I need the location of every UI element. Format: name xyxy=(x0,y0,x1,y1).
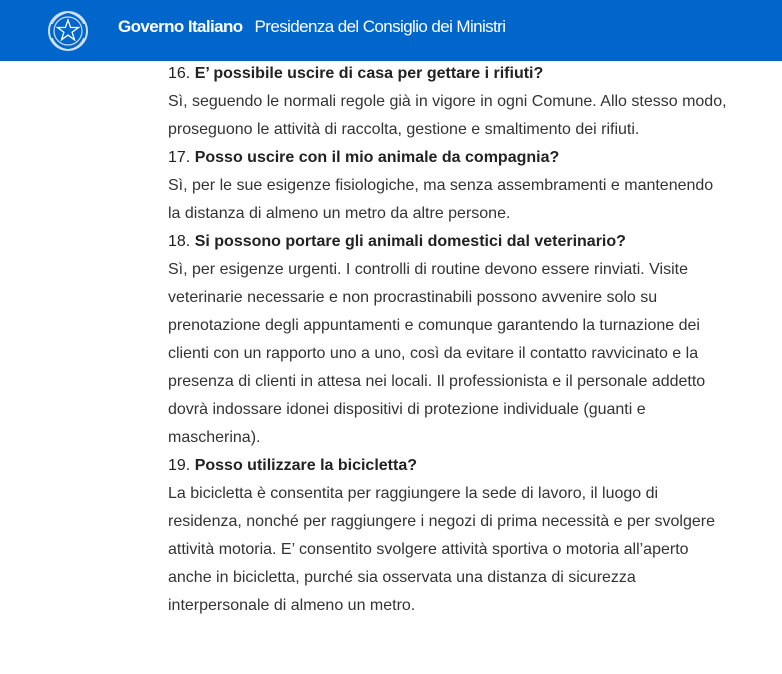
faq-item xyxy=(168,60,728,144)
faq-answer: Sì, per le sue esigenze fisiologiche, ma senza assembramenti e mantenendo la distanza di almeno un metro da altre persone. xyxy=(168,177,714,222)
faq-answer: Sì, seguendo le normali regole già in vigore in ogni Comune. Allo stesso modo, proseguono le attività di raccolta, gestione e smaltimento dei rifiuti. xyxy=(168,93,727,138)
faq-content xyxy=(168,60,728,620)
faq-number: 16. xyxy=(168,65,191,82)
faq-question xyxy=(168,228,728,256)
faq-number: 17. xyxy=(168,149,191,166)
faq-question-text: Si possono portare gli animali domestici dal veterinario? xyxy=(194,233,626,250)
faq-answer: La bicicletta è consentita per raggiungere la sede di lavoro, il luogo di residenza, nonché per raggiungere i negozi di prima necessità e per svolgere attività motoria. E’ consentito svolgere attività sportiva o motoria all’aperto anche in bicicletta, purché sia osservata una distanza di sicurezza interpersonale di almeno un metro. xyxy=(168,485,715,614)
faq-item xyxy=(168,228,728,452)
site-brand[interactable] xyxy=(118,17,505,37)
faq-question xyxy=(168,144,728,172)
brand-governo-italiano[interactable]: Governo Italiano xyxy=(118,17,243,36)
faq-item xyxy=(168,452,728,620)
italian-republic-emblem-icon[interactable] xyxy=(46,8,90,54)
faq-number: 19. xyxy=(168,457,191,474)
faq-question xyxy=(168,452,728,480)
faq-question-text: E’ possibile uscire di casa per gettare i rifiuti? xyxy=(194,65,544,82)
faq-question-text: Posso uscire con il mio animale da compagnia? xyxy=(194,149,560,166)
site-header xyxy=(0,0,782,61)
brand-presidenza[interactable]: Presidenza del Consiglio dei Ministri xyxy=(254,17,506,36)
faq-item xyxy=(168,144,728,228)
faq-question-text: Posso utilizzare la bicicletta? xyxy=(194,457,417,474)
faq-question xyxy=(168,60,728,88)
faq-number: 18. xyxy=(168,233,191,250)
faq-answer: Sì, per esigenze urgenti. I controlli di routine devono essere rinviati. Visite veterinarie necessarie e non procrastinabili possono avvenire solo su prenotazione degli appuntamenti e comunque garantendo la turnazione dei clienti con un rapporto uno a uno, così da evitare il contatto ravvicinato e la presenza di clienti in attesa nei locali. Il professionista e il personale addetto dovrà indossare idonei dispositivi di protezione individuale (guanti e mascherina). xyxy=(168,261,706,446)
